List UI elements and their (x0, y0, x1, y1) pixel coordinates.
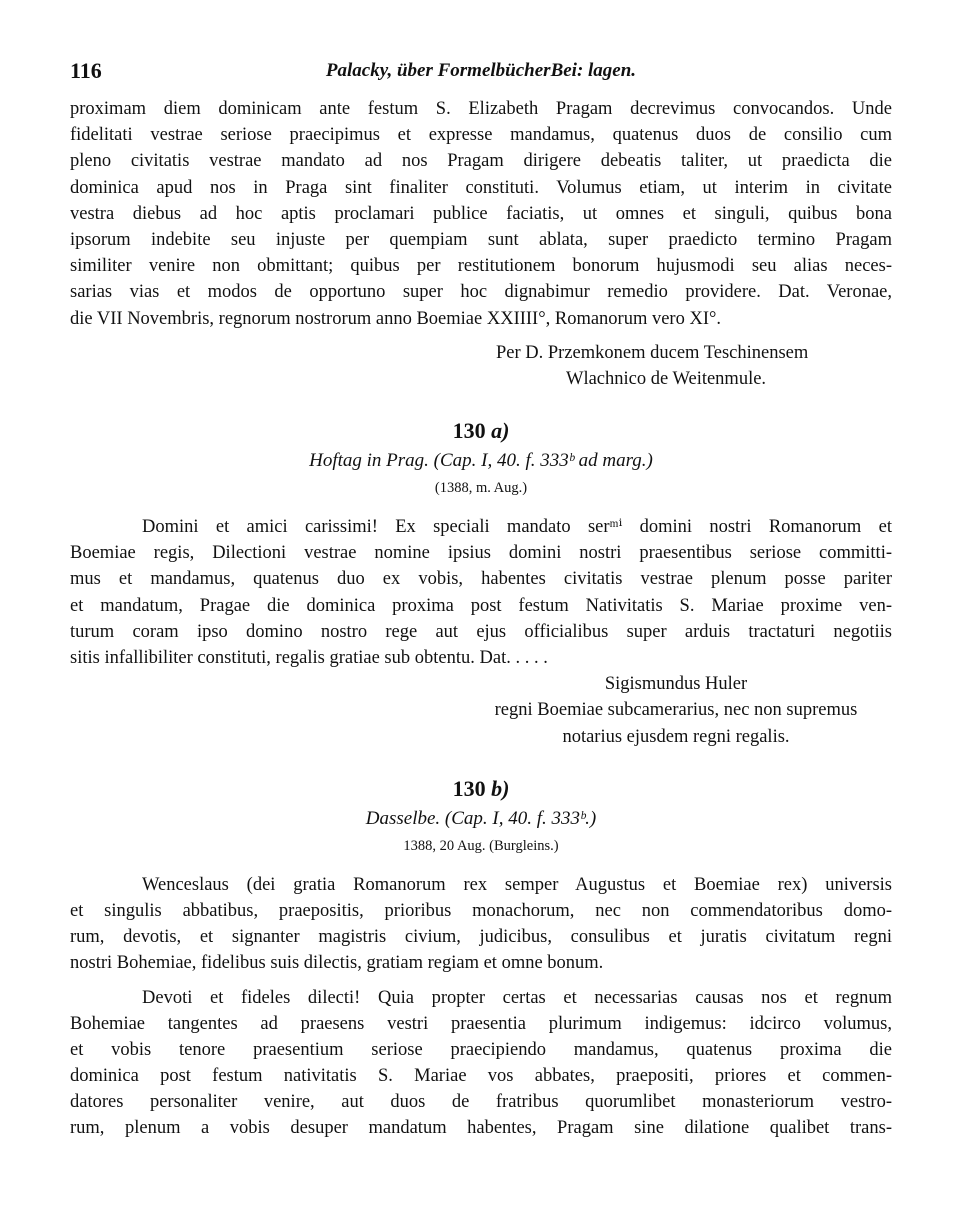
section-source: Dasselbe. (Cap. I, 40. f. 333ᵇ.) (365, 807, 597, 829)
text-line: vestra diebus ad hoc aptis proclamari publice faciatis, ut omnes et singuli, quibus bona (70, 203, 892, 224)
text-line: Domini et amici carissimi! Ex speciali mandato serᵐⁱ domini nostri Romanorum et (142, 517, 892, 538)
page-number: 116 (70, 58, 102, 83)
signature-line: Per D. Przemkonem ducem Teschinensem (496, 342, 809, 363)
section-heading-b (70, 774, 892, 804)
section-number: 130 (452, 418, 486, 444)
text-line: et vobis tenore praesentium seriose praecipiendo mandamus, quatenus proxima die (70, 1039, 892, 1060)
text-line: mus et mandamus, quatenus duo ex vobis, habentes civitatis vestrae plenum posse pariter (70, 569, 892, 590)
section-letter: a) (491, 418, 510, 444)
text-line: Boemiae regis, Dilectioni vestrae nomine ipsius domini nostri praesentibus seriose committi- (70, 543, 892, 564)
text-line: turum coram ipso domino nostro rege aut ejus officialibus super arduis tractaturi negotiis (70, 621, 892, 642)
text-line: nostri Bohemiae, fidelibus suis dilectis, gratiam regiam et omne bonum. (70, 953, 604, 974)
signature-line: notarius ejusdem regni regalis. (562, 726, 790, 747)
text-line: ipsorum indebite seu injuste per quempiam sunt ablata, super praedicto termino Pragam (70, 229, 892, 250)
text-line: die VII Novembris, regnorum nostrorum anno Boemiae XXIIII°, Romanorum vero XI°. (70, 308, 722, 329)
text-line: proximam diem dominicam ante festum S. Elizabeth Pragam decrevimus convocandos. Unde (70, 99, 892, 119)
text-line: rum, plenum a vobis desuper mandatum habentes, Pragam sine dilatione qualibet trans- (70, 1118, 892, 1139)
text-line: et singulis abbatibus, praepositis, prioribus monachorum, nec non commendatoribus domo- (70, 900, 892, 921)
page-header (70, 58, 892, 88)
running-head: Palacky, über FormelbücherBei: lagen. (325, 60, 637, 81)
section-b-paragraph-1 (70, 872, 892, 977)
section-heading-a (70, 416, 892, 446)
section-letter: b) (491, 775, 510, 801)
text-line: fidelitati vestrae seriose praecipimus et expresse mandamus, quatenus duos de consilio cum (70, 125, 892, 146)
text-line: Wenceslaus (dei gratia Romanorum rex semper Augustus et Boemiae rex) universis (142, 874, 892, 895)
text-line: et mandatum, Pragae die dominica proxima post festum Nativitatis S. Mariae proxime ven- (70, 595, 892, 616)
section-b-paragraph-2 (70, 985, 892, 1142)
page-body (70, 96, 892, 1142)
signature-line: regni Boemiae subcamerarius, nec non supremus (494, 700, 858, 721)
text-line: similiter venire non obmittant; quibus per restitutionem bonorum hujusmodi seu alias neces- (70, 256, 892, 277)
text-line: Bohemiae tangentes ad praesens vestri praesentia plurimum indigemus: idcirco volumus, (70, 1013, 892, 1034)
signature-line: Sigismundus Huler (604, 674, 748, 695)
text-line: dominica apud nos in Praga sint finaliter constituti. Volumus etiam, ut interim in civitate (70, 177, 892, 198)
text-line: Devoti et fideles dilecti! Quia propter certas et necessarias causas nos et regnum (142, 987, 892, 1008)
section-date: 1388, 20 Aug. (Burgleins.) (403, 837, 559, 854)
text-line: datores personaliter venire, aut duos de fratribus quorumlibet monasteriorum vestro- (70, 1092, 892, 1113)
section-number: 130 (452, 775, 486, 801)
section-a-signature (460, 671, 892, 750)
text-line: pleno civitatis vestrae mandato ad nos Pragam dirigere debeatis taliter, ut praedicta die (70, 151, 892, 172)
text-line: dominica post festum nativitatis S. Mariae vos abbates, praepositi, priores et commen- (70, 1066, 892, 1087)
intro-signature (496, 340, 892, 392)
text-line: rum, devotis, et signanter magistris civium, judicibus, consulibus et juratis civitatum regni (70, 927, 892, 948)
section-a-text (70, 514, 892, 671)
text-line: sitis infallibiliter constituti, regalis gratiae sub obtentu. Dat. . . . . (70, 648, 548, 668)
text-line: sarias vias et modos de opportuno super hoc dignabimur remedio providere. Dat. Veronae, (70, 282, 892, 303)
signature-line: Wlachnico de Weitenmule. (566, 368, 767, 389)
intro-text (70, 96, 892, 332)
section-date: (1388, m. Aug.) (434, 480, 528, 497)
section-source: Hoftag in Prag. (Cap. I, 40. f. 333ᵇ ad marg.) (309, 450, 653, 472)
